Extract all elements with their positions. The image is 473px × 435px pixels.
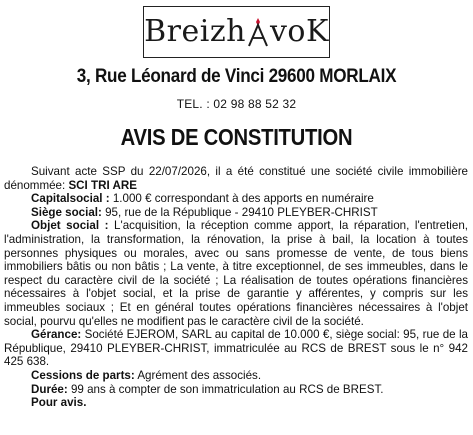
logo-text-part2: vo	[269, 14, 306, 49]
notice-title: AVIS DE CONSTITUTION	[120, 124, 353, 150]
notice-capital: Capitalsocial : 1.000 € correspondant à des apports en numéraire	[31, 192, 374, 206]
notice-gerance: Gérance: Société EJEROM, SARL au capital de 10.000 €, siège social: 95, rue de la République, 29410 PLEYBER-CHRIST, immatriculée au RCS de BREST sous le n° 942 425 638.	[4, 328, 468, 369]
publisher-logo	[143, 6, 330, 58]
company-name: SCI TRI ARE	[68, 178, 137, 192]
logo-text-part3: K	[305, 14, 329, 49]
logo-a-glyph	[247, 17, 269, 47]
notice-objet: Objet social : L'acquisition, la réception comme apport, la réparation, l'entretien, l'administration, la transformation, la rénovation, la prise à bail, la location à toutes personnes physiques ou morales, avec ou sans promesse de vente, de tous biens immobiliers bâtis ou non bâtis ; La vente, à titre exceptionnel, de ses immeubles, dans le respect du caractère civil de la société ; La réalisation de toutes opérations financières nécessaires à l'objet social, et la prise de garantie y afférentes, y compris sur les immeubles sociaux ; Et en général toutes opérations financières nécessaires à l'objet social, pourvu qu'elles ne modifient pas le caractère civil de la société.	[4, 219, 468, 328]
publisher-address: 3, Rue Léonard de Vinci 29600 MORLAIX	[76, 66, 397, 87]
notice-body	[4, 165, 468, 410]
logo-text-part1: Breizh	[144, 14, 246, 49]
publisher-phone: TEL. : 02 98 88 52 32	[176, 97, 297, 111]
notice-closing: Pour avis.	[31, 396, 87, 410]
notice-intro: Suivant acte SSP du 22/07/2026, il a été constitué une société civile immobilière dénommée: SCI TRI ARE	[4, 165, 468, 192]
notice-duree: Durée: 99 ans à compter de son immatriculation au RCS de BREST.	[31, 382, 384, 396]
notice-siege: Siège social: 95, rue de la République - 29410 PLEYBER-CHRIST	[31, 205, 378, 219]
logo-a-icon	[247, 17, 269, 47]
notice-cessions: Cessions de parts: Agrément des associés.	[31, 368, 262, 382]
logo-wordmark	[144, 14, 329, 49]
